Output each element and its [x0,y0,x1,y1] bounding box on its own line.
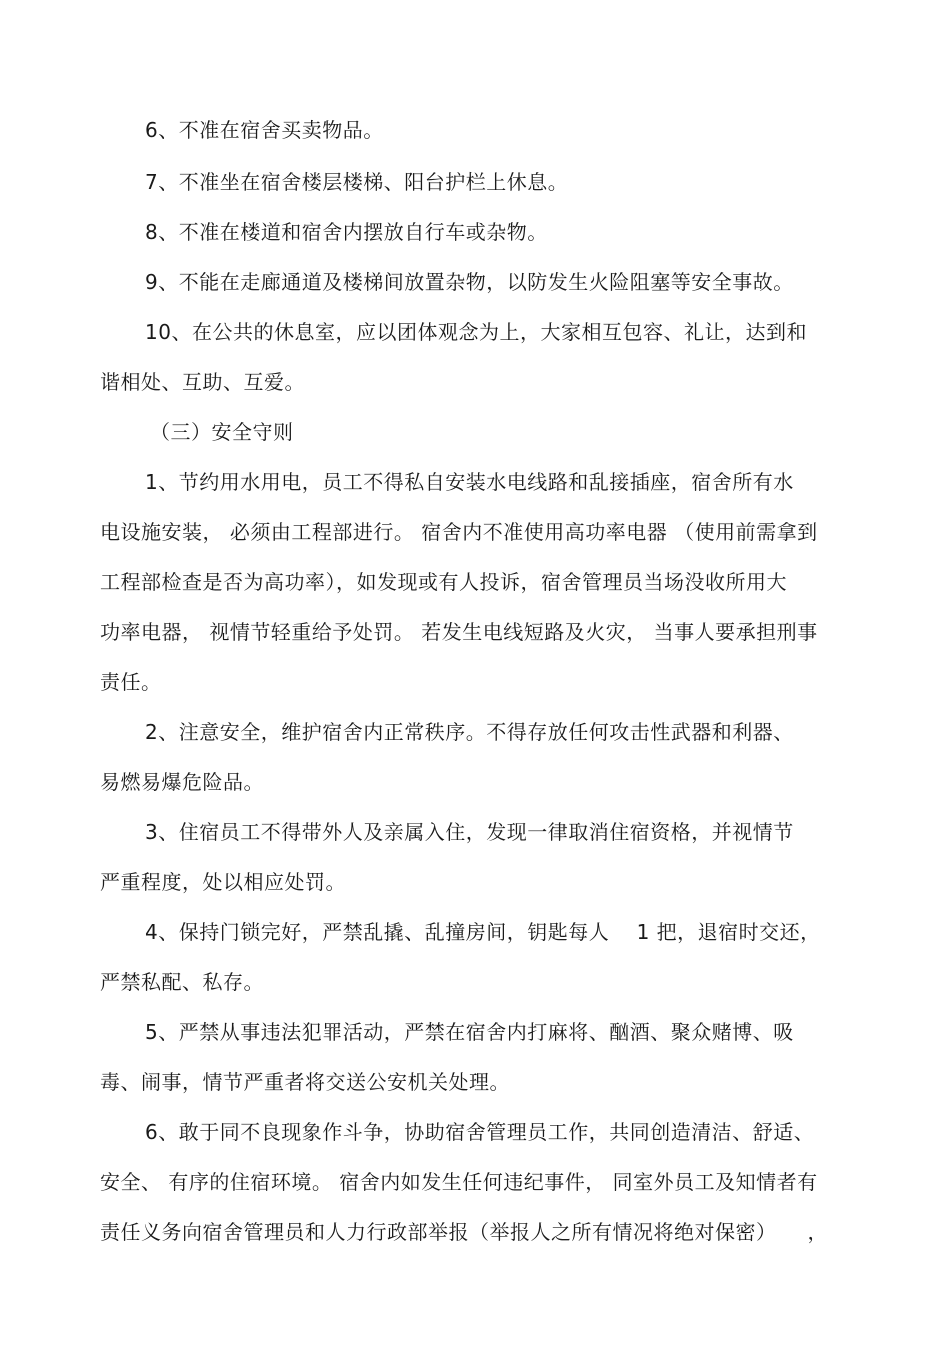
text-line: 责任。 [100,670,162,694]
text-line: 10、在公共的休息室，应以团体观念为上，大家相互包容、礼让，达到和 [145,320,807,344]
section-heading: （三）安全守则 [150,420,294,444]
text-line: 9、不能在走廊通道及楼梯间放置杂物，以防发生火险阻塞等安全事故。 [145,270,794,294]
text-line: 易燃易爆危险品。 [100,770,264,794]
text-line: 电设施安装， 必须由工程部进行。 宿舍内不准使用高功率电器 （使用前需拿到 [100,520,818,544]
text-line: 7、不准坐在宿舍楼层楼梯、阳台护栏上休息。 [145,170,569,194]
text-line: 功率电器， 视情节轻重给予处罚。 若发生电线短路及火灾， 当事人要承担刑事 [100,620,818,644]
text-line: 严禁私配、私存。 [100,970,264,994]
text-line: 6、不准在宿舍买卖物品。 [145,118,384,142]
text-line: 2、注意安全，维护宿舍内正常秩序。不得存放任何攻击性武器和利器、 [145,720,794,744]
text-line: 严重程度，处以相应处罚。 [100,870,346,894]
text-line: 工程部检查是否为高功率），如发现或有人投诉，宿舍管理员当场没收所用大 [100,570,787,594]
text-line: 1、节约用水用电，员工不得私自安装水电线路和乱接插座，宿舍所有水 [145,470,794,494]
text-line: 安全、 有序的住宿环境。 宿舍内如发生任何违纪事件， 同室外员工及知情者有 [100,1170,818,1194]
text-line: 4、保持门锁完好，严禁乱撬、乱撞房间，钥匙每人 1 把，退宿时交还， [145,920,821,944]
text-line: 毒、闹事，情节严重者将交送公安机关处理。 [100,1070,510,1094]
text-line: 6、敢于同不良现象作斗争，协助宿舍管理员工作，共同创造清洁、舒适、 [145,1120,815,1144]
text-line: 谐相处、互助、互爱。 [100,370,305,394]
text-line: 责任义务向宿舍管理员和人力行政部举报（举报人之所有情况将绝对保密） ， [100,1220,828,1244]
text-line: 5、严禁从事违法犯罪活动，严禁在宿舍内打麻将、酗酒、聚众赌博、吸 [145,1020,794,1044]
text-line: 8、不准在楼道和宿舍内摆放自行车或杂物。 [145,220,548,244]
text-line: 3、住宿员工不得带外人及亲属入住，发现一律取消住宿资格，并视情节 [145,820,794,844]
